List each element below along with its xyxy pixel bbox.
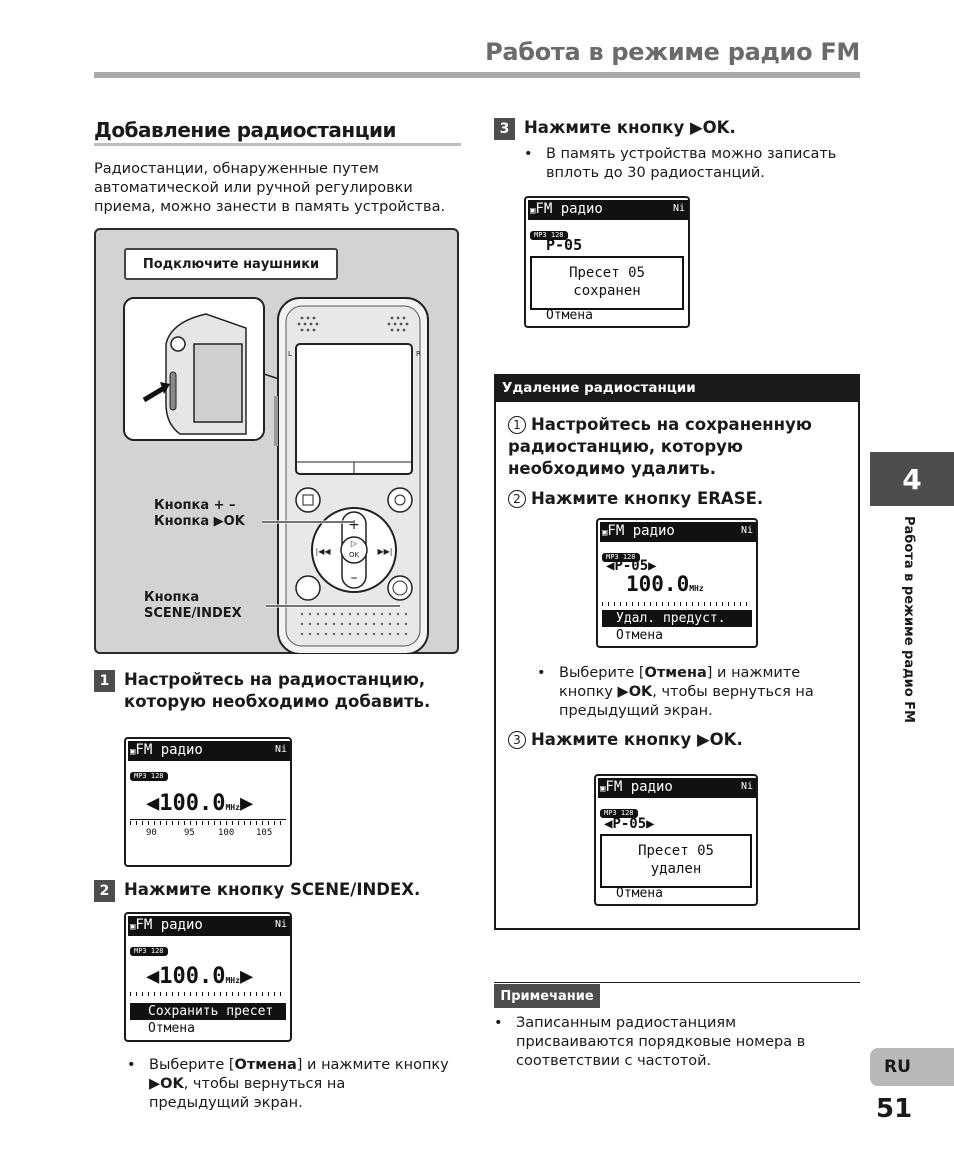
headphones-callout: Подключите наушники xyxy=(124,248,338,280)
lcd-title: FM радио xyxy=(535,201,603,217)
step-2-text: Нажмите кнопку SCENE/INDEX. xyxy=(124,880,421,899)
label-ok: Кнопка ▶OK xyxy=(154,514,245,529)
menu-cancel: Отмена xyxy=(546,308,593,323)
menu-save-preset[interactable]: Сохранить пресет xyxy=(130,1003,286,1020)
ok-key-label: OK xyxy=(348,551,360,559)
bitrate-badge: MP3 128 xyxy=(530,231,568,240)
minus-key-label: – xyxy=(350,570,358,586)
step-2-number: 2 xyxy=(94,880,115,902)
lcd-unit: MHz xyxy=(225,803,240,812)
lcd-frequency: 100.0 xyxy=(159,964,226,989)
page-header-title: Работа в режиме радио FM xyxy=(485,38,860,66)
scale-95: 95 xyxy=(184,828,195,838)
bitrate-badge: MP3 128 xyxy=(600,809,638,818)
lcd-unit: MHz xyxy=(225,976,240,985)
svg-text:|◀◀: |◀◀ xyxy=(315,547,331,556)
scale-100: 100 xyxy=(218,828,235,838)
lcd-unit: MHz xyxy=(689,584,704,593)
note-text: • Записанным радиостанциям присваиваются порядковые номера в соответствии с частотой. xyxy=(516,1014,856,1071)
lcd-screen-preset-saved: ▣FM радио Ni MP3 128 P-05 Пресет 05 сохранен Отмена xyxy=(524,196,690,328)
bitrate-badge: MP3 128 xyxy=(130,947,168,956)
note-title: Примечание xyxy=(494,984,600,1008)
step-3-bullet: • В память устройства можно записать вплоть до 30 радиостанций. xyxy=(546,145,860,183)
battery-icon: Ni xyxy=(274,744,287,755)
svg-text:▷: ▷ xyxy=(350,539,358,548)
menu-cancel: Отмена xyxy=(616,886,663,901)
scale-105: 105 xyxy=(256,828,273,838)
label-scene-line2: SCENE/INDEX xyxy=(144,606,242,621)
menu-cancel[interactable]: Отмена xyxy=(616,628,663,643)
lcd-screen-preset-deleted: ▣FM радио Ni MP3 128 ◀P-05▶ Пресет 05 удален Отмена xyxy=(594,774,758,906)
battery-icon: Ni xyxy=(274,919,287,930)
plus-key-label: + xyxy=(348,517,360,533)
delete-step-2-bullet: • Выберите [Отмена] и нажмите кнопку ▶OK, чтобы вернуться на предыдущий экран. xyxy=(559,664,849,721)
lcd-screen-tuning: ▣FM радио Ni MP3 128 ◀100.0MHz▶ 90 95 100 105 xyxy=(124,737,292,867)
left-mic-label: L xyxy=(288,350,292,358)
lcd-screen-delete-menu: ▣FM радио Ni MP3 128 ◀P-05▶ 100.0MHz Удал. предуст. Отмена xyxy=(596,518,758,648)
label-plus-minus: Кнопка + – xyxy=(154,498,236,513)
lcd-preset-number: P-05 xyxy=(546,236,583,254)
menu-cancel[interactable]: Отмена xyxy=(148,1021,195,1036)
section-title: Добавление радиостанции xyxy=(94,118,397,142)
bitrate-badge: MP3 128 xyxy=(602,553,640,562)
chapter-tab: 4 xyxy=(870,452,954,506)
section-intro: Радиостанции, обнаруженные путем автоматической или ручной регулировки приема, можно занести в память устройства. xyxy=(94,161,446,215)
section-rule xyxy=(94,143,461,146)
chapter-vertical-title: Работа в режиме радио FM xyxy=(901,516,916,723)
step-2-bullet: • Выберите [Отмена] и нажмите кнопку ▶OK, чтобы вернуться на предыдущий экран. xyxy=(149,1056,449,1113)
scale-90: 90 xyxy=(146,828,157,838)
battery-icon: Ni xyxy=(740,525,753,536)
lcd-title: FM радио xyxy=(607,523,675,539)
page-number: 51 xyxy=(876,1094,913,1124)
lcd-screen-save-menu: ▣FM радио Ni MP3 128 ◀100.0MHz▶ Сохранить пресет Отмена xyxy=(124,912,292,1042)
deleted-dialog: Пресет 05 удален xyxy=(600,834,752,888)
lcd-title: FM радио xyxy=(135,917,203,933)
lcd-preset-number: P-05 xyxy=(612,816,647,832)
bitrate-badge: MP3 128 xyxy=(130,772,168,781)
header-rule xyxy=(94,72,860,78)
lcd-title: FM радио xyxy=(605,779,673,795)
label-scene-line1: Кнопка xyxy=(144,590,200,605)
svg-text:▶▶|: ▶▶| xyxy=(377,547,393,556)
delete-step-2: 2 Нажмите кнопку ERASE. xyxy=(508,488,854,510)
delete-step-3: 3 Нажмите кнопку ▶OK. xyxy=(508,729,854,751)
right-mic-label: R xyxy=(416,350,421,358)
step-3-number: 3 xyxy=(494,118,515,140)
step-1-text: Настройтесь на радиостанцию, которую необходимо добавить. xyxy=(124,670,431,711)
lcd-frequency: 100.0 xyxy=(626,572,690,596)
lcd-preset-number: P-05 xyxy=(614,558,649,574)
step-1-number: 1 xyxy=(94,670,115,692)
step-3-text: Нажмите кнопку ▶OK. xyxy=(524,118,736,137)
delete-step-1: 1 Настройтесь на сохраненную радиостанцию, которую необходимо удалить. xyxy=(508,415,812,478)
lcd-frequency: 100.0 xyxy=(159,791,226,816)
language-tab: RU xyxy=(870,1048,954,1086)
battery-icon: Ni xyxy=(740,781,753,792)
note-rule xyxy=(494,982,860,983)
menu-delete-preset[interactable]: Удал. предуст. xyxy=(602,610,752,627)
lcd-title: FM радио xyxy=(135,742,203,758)
saved-dialog: Пресет 05 сохранен xyxy=(530,256,684,310)
delete-section-title: Удаление радиостанции xyxy=(494,374,860,402)
battery-icon: Ni xyxy=(672,203,685,214)
